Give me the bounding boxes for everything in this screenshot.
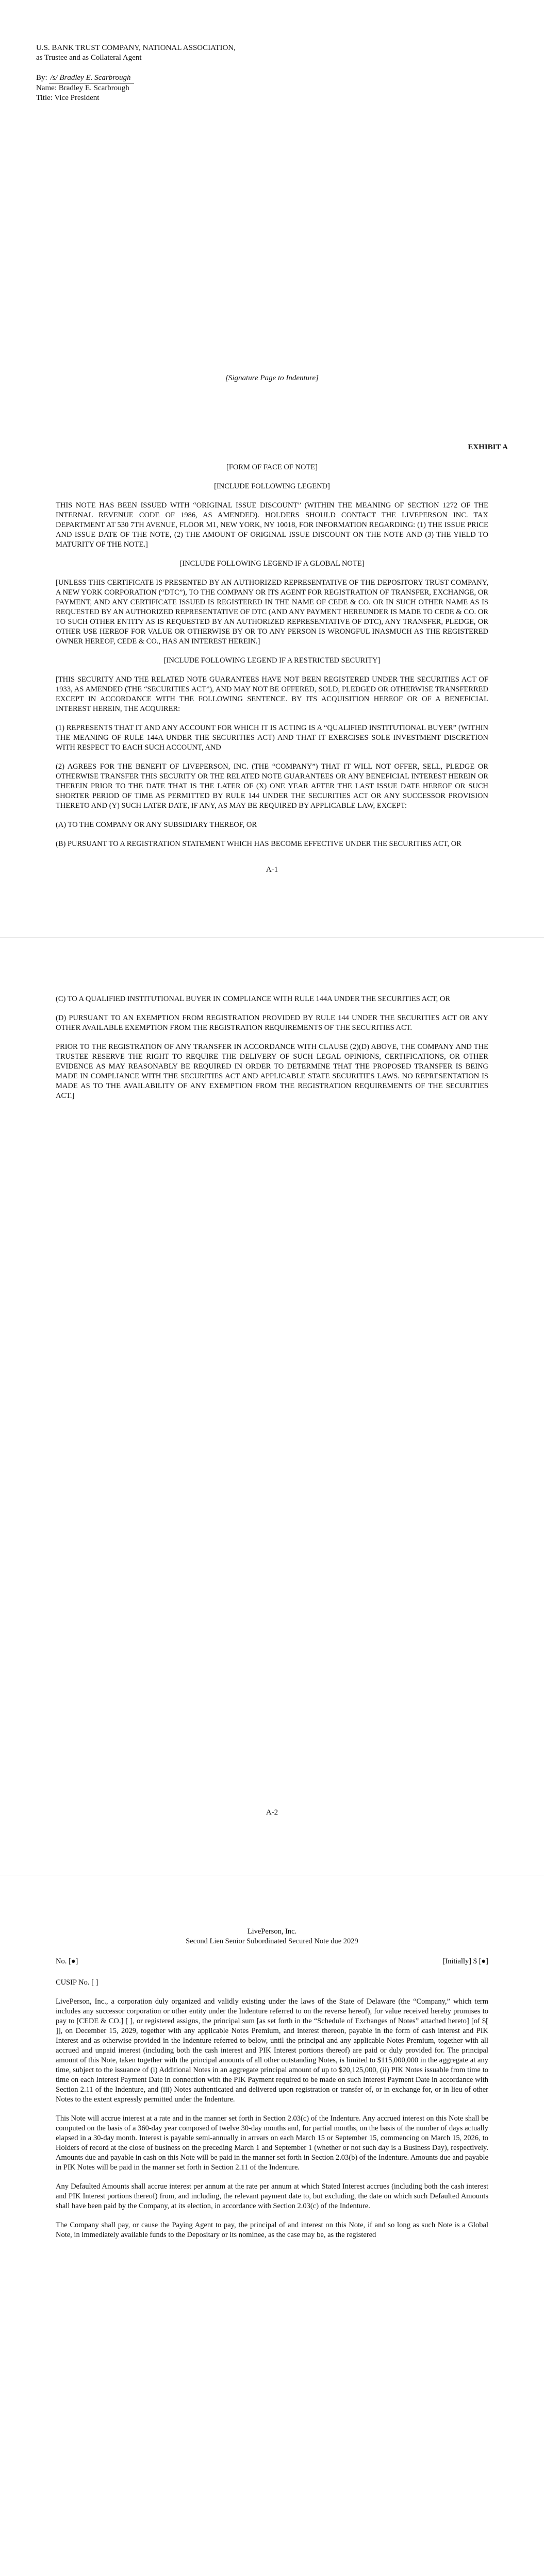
signature: /s/ Bradley E. Scarbrough (49, 73, 134, 83)
trustee-name: U.S. BANK TRUST COMPANY, NATIONAL ASSOCIATION, (36, 44, 236, 52)
clause-2: (2) AGREES FOR THE BENEFIT OF LIVEPERSON, INC. (THE “COMPANY”) THAT IT WILL NOT OFFER, SELL, PLEDGE OR OTHERWISE TRANSFER THIS SECURITY OR THE RELATED NOTE GUARANTEES OR ANY BENEFICIAL INTEREST HEREIN OR THEREIN PRIOR TO THE DATE THAT IS THE LATER OF (X) ONE YEAR AFTER THE LAST ISSUE DATE HEREOF OR SUCH SHORTER PERIOD OF TIME AS PERMITTED BY RULE 144 UNDER THE SECURITIES ACT OR ANY SUCCESSOR PROVISION THERETO AND (Y) SUCH LATER DATE, IF ANY, AS MAY BE REQUIRED BY APPLICABLE LAW, EXCEPT: (56, 762, 488, 810)
note-form-content-continued (56, 994, 488, 1110)
document-page-1 (0, 0, 544, 938)
company-name: LivePerson, Inc. (247, 1927, 297, 1936)
signer-title: Title: Vice President (36, 94, 100, 102)
interest-paragraph: This Note will accrue interest at a rate and in the manner set forth in Section 2.03(c) of the Indenture. Any accrued interest on this Note shall be computed on the basis of a 360-day year composed of twelve 30-day months and, for partial months, on the basis of the number of days actually elapsed in a 30-day month. Interest is payable semi-annually in arrears on each March 15 or September 15, commencing on March 15, 2026, to Holders of record at the close of business on the preceding March 1 and September 1 (whether or not such day is a Business Day), respectively. Amounts due and payable in cash on this Note will be paid in the manner set forth in Section 2.03(b) of the Indenture. Amounts due and payable in PIK Notes will be paid in the manner set forth in Section 2.11 of the Indenture. (56, 2114, 488, 2172)
trustee-signature-block (36, 43, 294, 103)
signature-line (36, 73, 294, 83)
clause-1: (1) REPRESENTS THAT IT AND ANY ACCOUNT FOR WHICH IT IS ACTING IS A “QUALIFIED INSTITUTIONAL BUYER” (WITHIN THE MEANING OF RULE 144A UNDER THE SECURITIES ACT) AND THAT IT EXERCISES SOLE INVESTMENT DISCRETION WITH RESPECT TO EACH SUCH ACCOUNT, AND (56, 724, 488, 752)
page-number: A-1 (266, 866, 278, 874)
page-number: A-2 (266, 1808, 278, 1817)
clause-a: (A) TO THE COMPANY OR ANY SUBSIDIARY THEREOF, OR (56, 821, 257, 829)
note-number: No. [●] (56, 1957, 78, 1965)
restricted-security-legend-heading: [INCLUDE FOLLOWING LEGEND IF A RESTRICTED SECURITY] (163, 656, 381, 665)
note-form-content (56, 463, 488, 858)
cusip-number: CUSIP No. [ ] (56, 1978, 98, 1987)
document-page-2 (0, 938, 544, 1875)
defaulted-amounts-paragraph: Any Defaulted Amounts shall accrue interest per annum at the rate per annum at which Stated Interest accrues (including both the cash interest and PIK Interest portions thereof) from, and including, the relevant payment date to, but excluding, the date on which such Defaulted Amounts shall have been paid by the Company, at its election, in accordance with Section 2.03(c) of the Indenture. (56, 2182, 488, 2210)
form-heading: [FORM OF FACE OF NOTE] (226, 463, 318, 471)
clause-b: (B) PURSUANT TO A REGISTRATION STATEMENT WHICH HAS BECOME EFFECTIVE UNDER THE SECURITIES ACT, OR (56, 840, 461, 848)
oid-legend: THIS NOTE HAS BEEN ISSUED WITH “ORIGINAL ISSUE DISCOUNT” (WITHIN THE MEANING OF SECTION 1272 OF THE INTERNAL REVENUE CODE OF 1986, AS AMENDED). HOLDERS SHOULD CONTACT THE LIVEPERSON INC. TAX DEPARTMENT AT 530 7TH AVENUE, FLOOR M1, NEW YORK, NY 10018, FOR INFORMATION REGARDING: (1) THE ISSUE PRICE AND ISSUE DATE OF THE NOTE, (2) THE AMOUNT OF ORIGINAL ISSUE DISCOUNT ON THE NOTE AND (3) THE YIELD TO MATURITY OF THE NOTE.] (56, 501, 488, 549)
legend-heading: [INCLUDE FOLLOWING LEGEND] (214, 482, 330, 490)
payment-method-paragraph: The Company shall pay, or cause the Paying Agent to pay, the principal of and interest on this Note, if and so long as such Note is a Global Note, in immediately available funds to the Depositary or its nominee, as the case may be, as the registered (56, 2221, 488, 2239)
signer-name: Name: Bradley E. Scarbrough (36, 84, 129, 92)
signature-page-label: [Signature Page to Indenture] (225, 374, 319, 382)
global-note-legend-heading: [INCLUDE FOLLOWING LEGEND IF A GLOBAL NOTE] (179, 560, 365, 568)
exhibit-heading: EXHIBIT A (468, 443, 508, 451)
trustee-capacity: as Trustee and as Collateral Agent (36, 54, 142, 62)
note-face-content (56, 1927, 488, 2249)
note-title: Second Lien Senior Subordinated Secured Note due 2029 (186, 1937, 358, 1945)
clause-d: (D) PURSUANT TO AN EXEMPTION FROM REGISTRATION PROVIDED BY RULE 144 UNDER THE SECURITIES ACT OR ANY OTHER AVAILABLE EXEMPTION FROM THE REGISTRATION REQUIREMENTS OF THE SECURITIES ACT. (56, 1014, 488, 1032)
note-initial-amount: [Initially] $ [●] (442, 1957, 488, 1965)
clause-c: (C) TO A QUALIFIED INSTITUTIONAL BUYER IN COMPLIANCE WITH RULE 144A UNDER THE SECURITIES ACT, OR (56, 995, 450, 1003)
payment-promise-paragraph: LivePerson, Inc., a corporation duly organized and validly existing under the laws of the State of Delaware (the “Company,” which term includes any successor corporation or other entity under the Indenture referred to on the reverse hereof), for value received hereby promises to pay to [CEDE & CO.] [ ], or registered assigns, the principal sum [as set forth in the “Schedule of Exchanges of Notes” attached hereto] [of $[ ]], on December 15, 2029, together with any applicable Notes Premium, and interest thereon, payable in the form of cash interest and PIK Interest and as otherwise provided in the Indenture referred to below, until the principal and any applicable Notes Premium, together with all accrued and unpaid interest (including both the cash interest and PIK Interest portions thereof) are paid or duly provided for. The principal amount of this Note, taken together with the principal amounts of all other outstanding Notes, is limited to $115,000,000 in the aggregate at any time, subject to the issuance of (i) Additional Notes in an aggregate principal amount of up to $20,125,000, (ii) PIK Notes issuable from time to time on each Interest Payment Date in connection with the PIK Payment required to be made on such Interest Payment Date in accordance with Section 2.11 of the Indenture, and (iii) Notes authenticated and delivered upon registration or transfer of, or in exchange for, or in lieu of other Notes to the extent expressly permitted under the Indenture. (56, 1997, 488, 2104)
restricted-security-legend: [THIS SECURITY AND THE RELATED NOTE GUARANTEES HAVE NOT BEEN REGISTERED UNDER THE SECURITIES ACT OF 1933, AS AMENDED (THE “SECURITIES ACT”), AND MAY NOT BE OFFERED, SOLD, PLEDGED OR OTHERWISE TRANSFERRED EXCEPT IN ACCORDANCE WITH THE FOLLOWING SENTENCE. BY ITS ACQUISITION HEREOF OR OF A BENEFICIAL INTEREST HEREIN, THE ACQUIRER: (56, 675, 488, 713)
document-page-3 (0, 1875, 544, 2576)
by-label: By: (36, 74, 47, 82)
note-number-row (56, 1957, 488, 1967)
global-note-legend: [UNLESS THIS CERTIFICATE IS PRESENTED BY AN AUTHORIZED REPRESENTATIVE OF THE DEPOSITORY TRUST COMPANY, A NEW YORK CORPORATION (“DTC”), TO THE COMPANY OR ITS AGENT FOR REGISTRATION OF TRANSFER, EXCHANGE, OR PAYMENT, AND ANY CERTIFICATE ISSUED IS REGISTERED IN THE NAME OF CEDE & CO. OR IN SUCH OTHER NAME AS IS REQUESTED BY AN AUTHORIZED REPRESENTATIVE OF DTC (AND ANY PAYMENT HEREUNDER IS MADE TO CEDE & CO. OR TO SUCH OTHER ENTITY AS IS REQUESTED BY AN AUTHORIZED REPRESENTATIVE OF DTC), ANY TRANSFER, PLEDGE, OR OTHER USE HEREOF FOR VALUE OR OTHERWISE BY OR TO ANY PERSON IS WRONGFUL INASMUCH AS THE REGISTERED OWNER HEREOF, CEDE & CO., HAS AN INTEREST HEREIN.] (56, 579, 488, 646)
transfer-registration-paragraph: PRIOR TO THE REGISTRATION OF ANY TRANSFER IN ACCORDANCE WITH CLAUSE (2)(D) ABOVE, THE COMPANY AND THE TRUSTEE RESERVE THE RIGHT TO REQUIRE THE DELIVERY OF SUCH LEGAL OPINIONS, CERTIFICATIONS, OR OTHER EVIDENCE AS MAY REASONABLY BE REQUIRED IN ORDER TO DETERMINE THAT THE PROPOSED TRANSFER IS BEING MADE IN COMPLIANCE WITH THE SECURITIES ACT AND APPLICABLE STATE SECURITIES LAWS. NO REPRESENTATION IS MADE AS TO THE AVAILABILITY OF ANY EXEMPTION FROM THE REGISTRATION REQUIREMENTS OF THE SECURITIES ACT.] (56, 1043, 488, 1100)
